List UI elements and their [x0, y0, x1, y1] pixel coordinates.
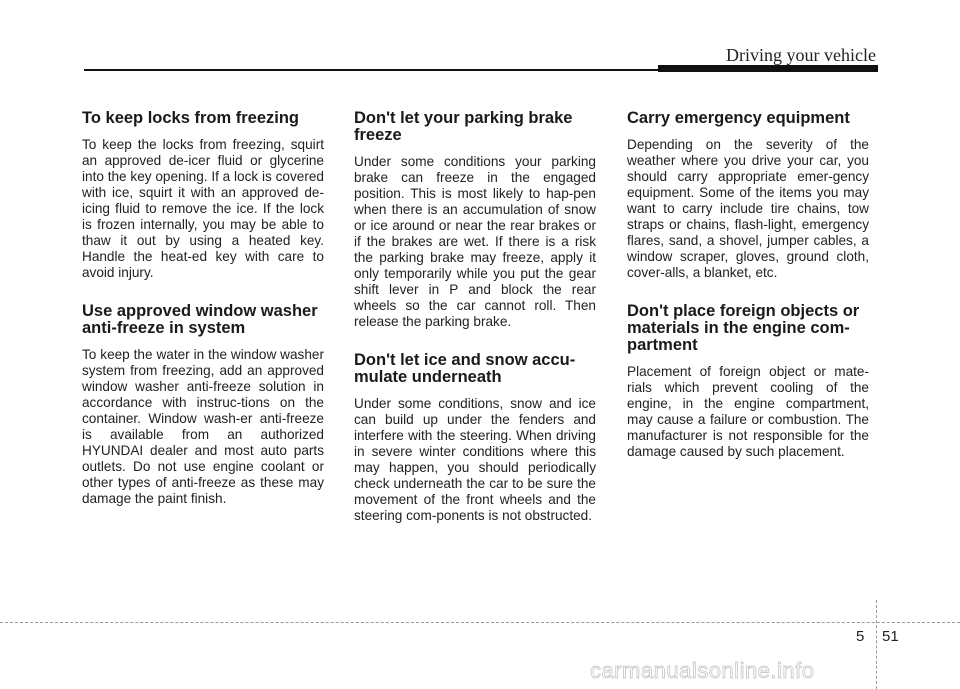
column-3: [627, 110, 869, 482]
section-body: Placement of foreign object or mate-rials which prevent cooling of the engine, in the engine compartment, may cause a failure or combustion. The manufacturer is not responsible for the damage caused by such placement.: [627, 364, 869, 459]
section-ice-snow: [354, 352, 596, 524]
section-locks: [82, 110, 324, 281]
watermark: carmanualsonline.info: [590, 658, 815, 683]
section-body: Under some conditions, snow and ice can build up under the fenders and interfere with the steering. When driving in severe winter conditions where this may happen, you should periodically check underneath the car to be sure the movement of the front wheels and the steering com-ponents is not obstructed.: [354, 396, 596, 523]
section-heading: Don't let your parking brake freeze: [354, 109, 573, 144]
section-emergency: [627, 110, 869, 281]
footer-divider: [876, 600, 877, 689]
section-heading: Use approved window washer anti-freeze in system: [82, 302, 318, 337]
header-rule-accent: [658, 65, 878, 72]
page-number: 51: [882, 628, 899, 645]
section-foreign-objects: [627, 303, 869, 460]
section-body: To keep the water in the window washer system from freezing, add an approved window washer anti-freeze solution in accordance with instruc-tions on the container. Window wash-er anti-freeze is available from an authorized HYUNDAI dealer and most auto parts outlets. Do not use engine coolant or other types of anti-freeze as these may damage the paint finish.: [82, 347, 324, 506]
section-heading: Don't place foreign objects or materials in the engine com-partment: [627, 302, 860, 354]
section-heading: Don't let ice and snow accu-mulate underneath: [354, 351, 576, 386]
column-1: [82, 110, 324, 529]
section-body: To keep the locks from freezing, squirt an approved de-icer fluid or glycerine into the key opening. If a lock is covered with ice, squirt it with an approved de-icing fluid to remove the ice. If the lock is frozen internally, you may be able to thaw it out by using a heated key. Handle the heat-ed key with care to avoid injury.: [82, 137, 324, 280]
chapter-number: 5: [856, 628, 865, 645]
header-title: Driving your vehicle: [726, 45, 876, 65]
section-heading: To keep locks from freezing: [82, 109, 299, 127]
section-washer: [82, 303, 324, 507]
footer-rule: [0, 622, 960, 623]
section-heading: Carry emergency equipment: [627, 109, 850, 127]
column-2: [354, 110, 596, 546]
section-body: Depending on the severity of the weather where you drive your car, you should carry appropriate emer-gency equipment. Some of the items you may want to carry include tire chains, tow straps or chains, flash-light, emergency flares, sand, a shovel, jumper cables, a window scraper, gloves, ground cloth, cover-alls, a blanket, etc.: [627, 137, 869, 280]
section-parking-brake: [354, 110, 596, 330]
section-body: Under some conditions your parking brake can freeze in the engaged position. This is most likely to hap-pen when there is an accumulation of snow or ice around or near the rear brakes or if the brakes are wet. If there is a risk the parking brake may freeze, apply it only temporarily while you put the gear shift lever in P and block the rear wheels so the car cannot roll. Then release the parking brake.: [354, 154, 596, 329]
